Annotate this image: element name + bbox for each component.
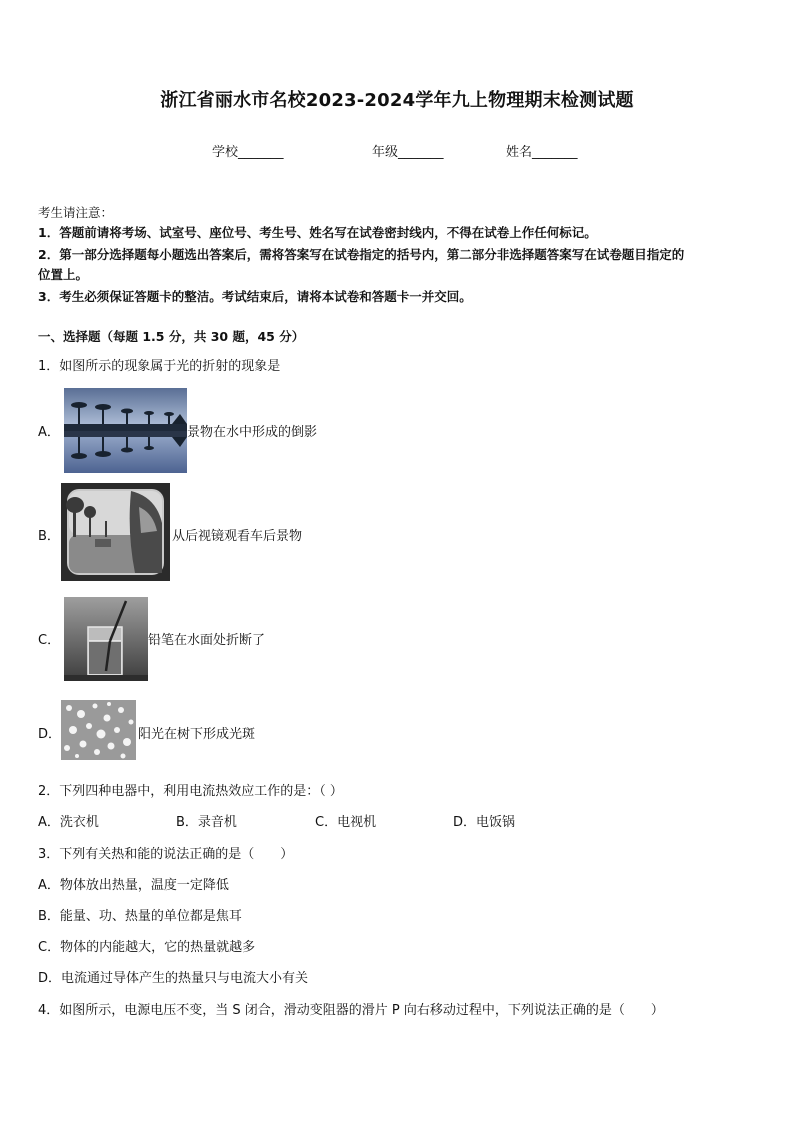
option: D．电饭锅 bbox=[453, 815, 516, 830]
question-2-stem: 2．下列四种电器中，利用电流热效应工作的是：（ ） bbox=[38, 784, 343, 799]
rearview-mirror-photo bbox=[61, 483, 170, 581]
option-text: 铅笔在水面处折断了 bbox=[148, 633, 266, 648]
option: D．电流通过导体产生的热量只与电流大小有关 bbox=[38, 971, 309, 986]
notice-item: 2．第一部分选择题每小题选出答案后，需将答案写在试卷指定的括号内，第二部分非选择题答案写在试卷题目指定的 bbox=[38, 247, 685, 262]
notice-heading: 考生请注意： bbox=[38, 205, 114, 220]
option: B．录音机 bbox=[176, 815, 237, 830]
option-text: 景物在水中形成的倒影 bbox=[187, 425, 318, 440]
school-field bbox=[212, 141, 284, 160]
option-text: 从后视镜观看车后景物 bbox=[172, 529, 303, 544]
option: C．电视机 bbox=[315, 815, 377, 830]
reflection-photo bbox=[64, 388, 187, 473]
option: A．洗衣机 bbox=[38, 815, 99, 830]
field-blank: _______ bbox=[532, 145, 578, 160]
page-title: 浙江省丽水市名校2023-2024学年九上物理期末检测试题 bbox=[160, 90, 634, 111]
option: B．能量、功、热量的单位都是焦耳 bbox=[38, 909, 242, 924]
option-letter: C． bbox=[38, 633, 61, 648]
field-blank: _______ bbox=[398, 145, 444, 160]
option: C．物体的内能越大，它的热量就越多 bbox=[38, 940, 256, 955]
grade-field bbox=[372, 141, 444, 160]
field-label: 姓名 bbox=[506, 145, 533, 160]
light-spots-photo bbox=[61, 700, 136, 760]
field-blank: _______ bbox=[238, 145, 284, 160]
field-label: 学校 bbox=[212, 145, 239, 160]
question-4-stem: 4．如图所示，电源电压不变，当 S 闭合，滑动变阻器的滑片 P 向右移动过程中，下列说法正确的是（ ） bbox=[38, 1003, 664, 1018]
pencil-in-water-photo bbox=[64, 597, 148, 681]
field-label: 年级 bbox=[372, 145, 399, 160]
option-letter: D． bbox=[38, 727, 62, 742]
question-1-stem: 1．如图所示的现象属于光的折射的现象是 bbox=[38, 359, 281, 374]
option: A．物体放出热量，温度一定降低 bbox=[38, 878, 229, 893]
section-heading: 一、选择题（每题 1.5 分，共 30 题，45 分） bbox=[38, 329, 305, 344]
question-3-stem: 3．下列有关热和能的说法正确的是（ ） bbox=[38, 847, 294, 862]
option-letter: A． bbox=[38, 425, 60, 440]
notice-item: 3．考生必须保证答题卡的整洁。考试结束后，请将本试卷和答题卡一并交回。 bbox=[38, 289, 472, 304]
option-text: 阳光在树下形成光斑 bbox=[138, 727, 256, 742]
option-letter: B． bbox=[38, 529, 60, 544]
name-field bbox=[506, 141, 578, 160]
notice-item: 1．答题前请将考场、试室号、座位号、考生号、姓名写在试卷密封线内，不得在试卷上作任何标记。 bbox=[38, 225, 597, 240]
notice-item: 位置上。 bbox=[38, 267, 89, 282]
